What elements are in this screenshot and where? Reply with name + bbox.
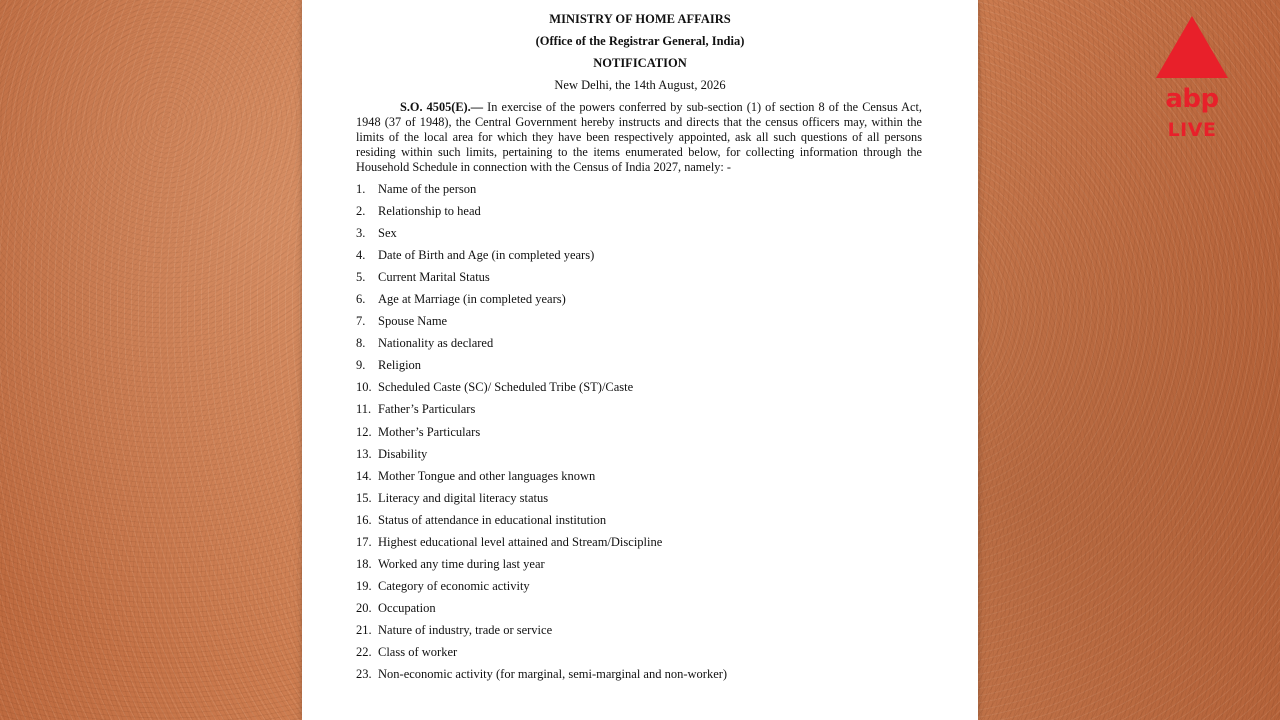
- item-text: Status of attendance in educational institution: [378, 512, 607, 527]
- list-item: [356, 247, 936, 269]
- item-text: Category of economic activity: [378, 578, 530, 593]
- place-date: New Delhi, the 14th August, 2026: [554, 78, 726, 92]
- office-heading: (Office of the Registrar General, India): [535, 34, 745, 48]
- list-item: [356, 379, 936, 401]
- item-number: 13.: [356, 446, 372, 461]
- item-number: 5.: [356, 270, 366, 285]
- item-text: Disability: [378, 446, 428, 461]
- item-number: 14.: [356, 468, 372, 483]
- item-number: 18.: [356, 556, 372, 571]
- item-text: Sex: [378, 226, 397, 241]
- item-number: 6.: [356, 292, 366, 307]
- item-text: Religion: [378, 358, 422, 373]
- item-text: Non-economic activity (for marginal, semi-marginal and non-worker): [378, 667, 728, 682]
- list-item: [356, 269, 936, 291]
- item-text: Spouse Name: [378, 314, 448, 329]
- item-text: Scheduled Caste (SC)/ Scheduled Tribe (ST)/Caste: [378, 380, 634, 395]
- item-text: Nationality as declared: [378, 336, 494, 351]
- item-text: Relationship to head: [378, 204, 481, 219]
- item-number: 15.: [356, 490, 372, 505]
- item-text: Class of worker: [378, 644, 458, 659]
- notification-document: [302, 0, 978, 720]
- item-number: 16.: [356, 512, 372, 527]
- item-number: 12.: [356, 424, 372, 439]
- list-item: [356, 556, 936, 578]
- item-number: 7.: [356, 314, 366, 329]
- item-number: 2.: [356, 204, 366, 219]
- item-text: Worked any time during last year: [378, 556, 545, 571]
- item-number: 3.: [356, 226, 366, 241]
- ministry-heading: MINISTRY OF HOME AFFAIRS: [549, 12, 731, 26]
- list-item: [356, 335, 936, 357]
- preamble-text: In exercise of the powers conferred by sub-section (1) of section 8 of the Census Act, 1948 (37 of 1948), the Central Government hereby instructs and directs that the census officers may, within the limits of the local area for which they have been respectively appointed, ask all such questions of all persons residing within such limits, pertaining to the items enumerated below, for collecting information through the Household Schedule in connection with the Census of India 2027, namely: -: [356, 100, 923, 174]
- item-text: Nature of industry, trade or service: [378, 622, 553, 637]
- item-number: 11.: [356, 402, 372, 417]
- preamble-paragraph: [356, 100, 922, 175]
- census-items-list: [356, 181, 936, 688]
- item-text: Father’s Particulars: [378, 402, 476, 417]
- list-item: [356, 357, 936, 379]
- list-item: [356, 225, 936, 247]
- list-item: [356, 203, 936, 225]
- item-number: 4.: [356, 248, 366, 263]
- list-item: [356, 181, 936, 203]
- list-item: [356, 401, 936, 423]
- list-item: [356, 578, 936, 600]
- item-text: Mother’s Particulars: [378, 424, 481, 439]
- list-item: [356, 622, 936, 644]
- list-item: [356, 424, 936, 446]
- item-number: 17.: [356, 534, 372, 549]
- item-number: 21.: [356, 622, 372, 637]
- list-item: [356, 291, 936, 313]
- logo-live-text: LIVE: [1167, 119, 1217, 141]
- item-number: 9.: [356, 358, 366, 373]
- list-item: [356, 644, 936, 666]
- item-text: Name of the person: [378, 182, 477, 196]
- triangle-logo-icon: [1150, 12, 1234, 84]
- item-number: 22.: [356, 644, 372, 659]
- item-number: 1.: [356, 182, 366, 196]
- list-item: [356, 490, 936, 512]
- item-text: Current Marital Status: [378, 270, 490, 285]
- item-text: Literacy and digital literacy status: [378, 490, 549, 505]
- notification-heading: NOTIFICATION: [593, 56, 687, 70]
- list-item: [356, 600, 936, 622]
- item-number: 19.: [356, 578, 372, 593]
- item-number: 20.: [356, 600, 372, 615]
- list-item: [356, 666, 936, 688]
- list-item: [356, 468, 936, 490]
- abp-live-logo: [1150, 12, 1234, 147]
- item-text: Highest educational level attained and Stream/Discipline: [378, 534, 663, 549]
- so-number: S.O. 4505(E).—: [400, 100, 484, 114]
- item-text: Age at Marriage (in completed years): [378, 292, 566, 307]
- list-item: [356, 512, 936, 534]
- logo-brand-text: abp: [1165, 84, 1219, 114]
- item-text: Mother Tongue and other languages known: [378, 468, 596, 483]
- item-number: 23.: [356, 667, 372, 682]
- item-text: Occupation: [378, 600, 436, 615]
- list-item: [356, 534, 936, 556]
- item-number: 8.: [356, 336, 366, 351]
- item-text: Date of Birth and Age (in completed years): [378, 248, 595, 263]
- list-item: [356, 446, 936, 468]
- list-item: [356, 313, 936, 335]
- item-number: 10.: [356, 380, 372, 395]
